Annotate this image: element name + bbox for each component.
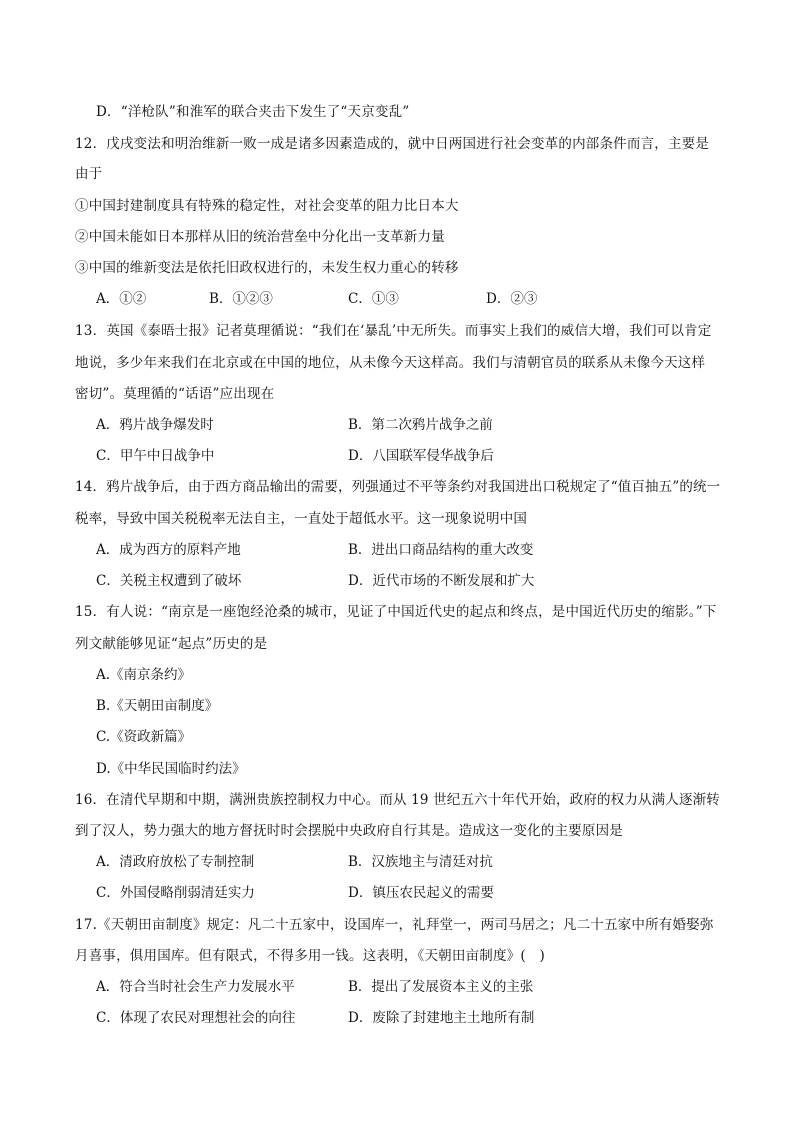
q14-option-d: D．近代市场的不断发展和扩大 <box>348 573 535 589</box>
q16-option-b: B．汉族地主与清廷对抗 <box>348 854 493 870</box>
q14-stem-line1: 14．鸦片战争后，由于西方商品输出的需要，列强通过不平等条约对我国进出口税规定了“值百抽五”的统一 <box>75 479 721 495</box>
q12-stem-line2: 由于 <box>75 166 103 182</box>
q11-option-d: D．“洋枪队”和淮军的联合夹击下发生了“天京变乱” <box>96 104 410 120</box>
q13-option-a: A．鸦片战争爆发时 <box>96 417 214 433</box>
q17-stem-line1: 17.《天朝田亩制度》规定：凡二十五家中，设国库一，礼拜堂一，两司马居之；凡二十五家中所有婚娶弥 <box>75 917 714 933</box>
q12-item-2: ②中国未能如日本那样从旧的统治营垒中分化出一支革新力量 <box>75 229 445 245</box>
q17-option-c: C．体现了农民对理想社会的向往 <box>96 1010 296 1026</box>
q16-option-a: A．清政府放松了专制控制 <box>96 854 255 870</box>
q13-option-d: D．八国联军侵华战争后 <box>348 448 494 464</box>
q12-stem-line1: 12．戊戌变法和明治维新一败一成是诸多因素造成的，就中日两国进行社会变革的内部条件而言，主要是 <box>75 136 710 152</box>
q12-option-c: C．①③ <box>348 291 399 307</box>
q14-stem-line2: 税率，导致中国关税税率无法自主，一直处于超低水平。这一现象说明中国 <box>75 511 528 527</box>
q15-option-c: C.《资政新篇》 <box>96 729 192 745</box>
q16-option-d: D．镇压农民起义的需要 <box>348 885 494 901</box>
q13-option-c: C．甲午中日战争中 <box>96 448 215 464</box>
q17-option-a: A．符合当时社会生产力发展水平 <box>96 979 295 995</box>
q13-stem-line2: 地说，多少年来我们在北京或在中国的地位，从未像今天这样高。我们与清朝官员的联系从未像今天这样 <box>75 355 706 371</box>
q12-option-a: A．①② <box>96 291 147 307</box>
q15-stem-line1: 15．有人说：“南京是一座饱经沧桑的城市，见证了中国近代史的起点和终点，是中国近代历史的缩影。”下 <box>75 604 717 620</box>
q17-stem-line2: 月喜事，俱用国库。但有限式，不得多用一钱。这表明，《天朝田亩制度》( ) <box>75 948 545 964</box>
q16-stem-line2: 到了汉人，势力强大的地方督抚时时会摆脱中央政府自行其是。造成这一变化的主要原因是 <box>75 823 623 839</box>
q14-option-a: A．成为西方的原料产地 <box>96 542 241 558</box>
q12-option-d: D．②③ <box>486 291 538 307</box>
q13-stem-line1: 13．英国《泰晤士报》记者莫理循说：“我们在‘暴乱’中无所失。而事实上我们的威信大增，我们可以肯定 <box>75 323 712 339</box>
q13-stem-line3: 密切”。莫理循的“话语”应出现在 <box>75 386 275 402</box>
q13-option-b: B．第二次鸦片战争之前 <box>348 417 493 433</box>
q12-item-3: ③中国的维新变法是依托旧政权进行的，未发生权力重心的转移 <box>75 260 459 276</box>
q15-option-d: D.《中华民国临时约法》 <box>96 761 246 777</box>
q15-option-a: A.《南京条约》 <box>96 667 192 683</box>
q15-option-b: B.《天朝田亩制度》 <box>96 698 219 714</box>
q16-option-c: C．外国侵略削弱清廷实力 <box>96 885 255 901</box>
q14-option-b: B．进出口商品结构的重大改变 <box>348 542 534 558</box>
q12-item-1: ①中国封建制度具有特殊的稳定性，对社会变革的阻力比日本大 <box>75 198 459 214</box>
q17-option-b: B．提出了发展资本主义的主张 <box>348 979 534 995</box>
q15-stem-line2: 列文献能够见证“起点”历史的是 <box>75 636 268 652</box>
q12-option-b: B．①②③ <box>209 291 273 307</box>
q17-option-d: D．废除了封建地主土地所有制 <box>348 1010 535 1026</box>
q16-stem-line1: 16．在清代早期和中期，满洲贵族控制权力中心。而从 19 世纪五六十年代开始，政府的权力从满人逐渐转 <box>75 792 720 808</box>
q14-option-c: C．关税主权遭到了破坏 <box>96 573 242 589</box>
